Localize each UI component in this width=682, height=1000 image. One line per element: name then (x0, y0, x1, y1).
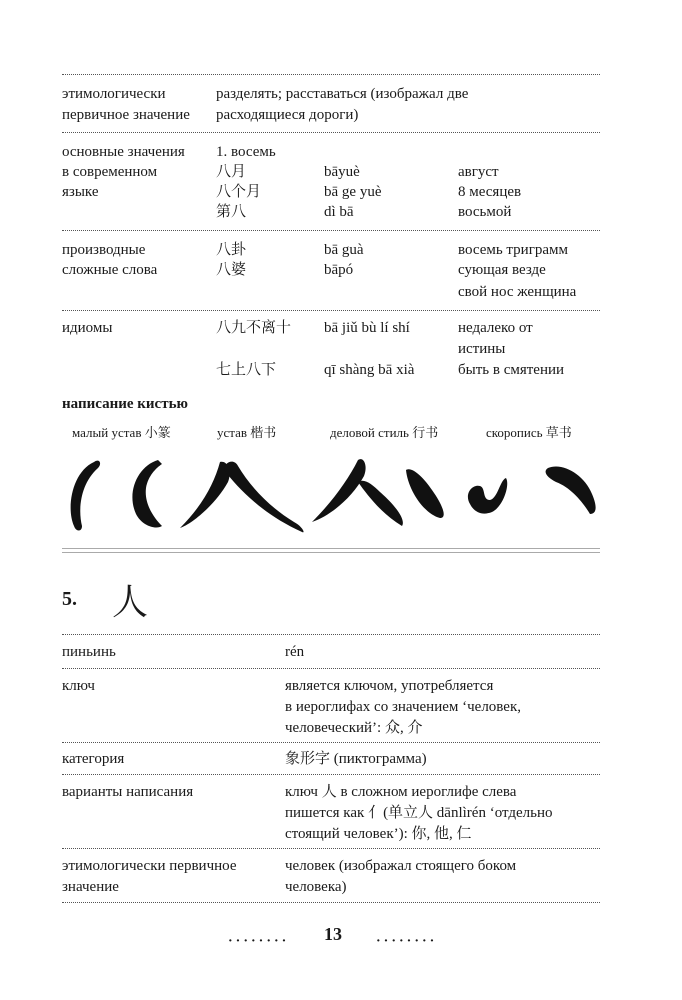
row-value: расходящиеся дороги) (216, 107, 359, 123)
hanzi: 八月 (216, 164, 247, 180)
hanzi: 八个月 (216, 184, 262, 200)
section-character: 人 (112, 582, 149, 623)
row-label: пиньинь (62, 644, 116, 660)
brush-title: написание кистью (62, 396, 188, 412)
translation: свой нос женщина (458, 284, 577, 300)
style-caption: устав 楷书 (217, 425, 277, 440)
style-caption: малый устав 小篆 (72, 425, 171, 440)
divider (62, 132, 600, 133)
row-label: ключ (62, 678, 95, 694)
pinyin: bāyuè (324, 164, 360, 180)
row-label: языке (62, 184, 99, 200)
pinyin: dì bā (324, 204, 354, 220)
row-value: пишется как 亻(单立人 dānlìrén ‘отдельно (285, 805, 553, 821)
row-label: производные (62, 242, 146, 258)
hanzi: 第八 (216, 204, 247, 220)
row-value: стоящий человек’): 你, 他, 仁 (285, 826, 472, 842)
divider (62, 230, 600, 231)
divider (62, 742, 600, 743)
footer-dots-right: ········ (376, 934, 438, 949)
row-label: идиомы (62, 320, 113, 336)
row-label: основные значения (62, 144, 185, 160)
regular-right-stroke (224, 462, 304, 533)
row-label: значение (62, 879, 119, 895)
divider (62, 634, 600, 635)
footer-dots-left: ········ (228, 934, 290, 949)
style-caption: скоропись 草书 (486, 425, 572, 440)
row-label: категория (62, 751, 125, 767)
divider (62, 774, 600, 775)
style-caption: деловой стиль 行书 (330, 425, 439, 440)
translation: 8 месяцев (458, 184, 522, 200)
pinyin: bāpó (324, 262, 354, 278)
row-value: в иероглифах со значением ‘человек, (285, 699, 521, 715)
divider (62, 848, 600, 849)
meaning-heading: 1. восемь (216, 144, 276, 160)
divider (62, 74, 600, 75)
divider (62, 902, 600, 903)
row-value: rén (285, 644, 305, 660)
pinyin: bā jiǔ bù lí shí (324, 320, 410, 336)
cursive-stroke-2 (468, 478, 507, 514)
row-value: 象形字 (пиктограмма) (285, 751, 427, 767)
translation: восьмой (458, 204, 512, 220)
regular-left-stroke (180, 462, 230, 528)
pinyin: bā ge yuè (324, 184, 382, 200)
translation: август (458, 164, 499, 180)
seal-stroke-right (132, 460, 162, 528)
row-label: этимологически первичное (62, 858, 237, 874)
row-label: варианты написания (62, 784, 194, 800)
translation: недалеко от (458, 320, 533, 336)
row-value: разделять; расставаться (изображал две (216, 86, 469, 102)
row-value: человеческий’: 众, 介 (285, 720, 423, 736)
translation: восемь триграмм (458, 242, 568, 258)
hanzi: 八卦 (216, 242, 247, 258)
hanzi: 八婆 (216, 262, 247, 278)
row-value: человек (изображал стоящего боком (285, 858, 517, 874)
divider (62, 310, 600, 311)
pinyin: bā guà (324, 242, 364, 258)
translation: сующая везде (458, 262, 546, 278)
seal-stroke-left (71, 461, 100, 531)
section-number: 5. (62, 588, 77, 610)
cursive-stroke-3 (546, 466, 596, 514)
section-separator (62, 548, 600, 553)
hanzi: 八九不离十 (216, 320, 292, 336)
row-value: ключ 人 в сложном иероглифе слева (285, 784, 517, 800)
running-right-stroke (358, 481, 403, 526)
brush-calligraphy-samples (62, 448, 602, 538)
translation: истины (458, 341, 506, 357)
translation: быть в смятении (458, 362, 565, 378)
pinyin: qī shàng bā xià (324, 362, 415, 378)
row-label: этимологически (62, 86, 166, 102)
page-number: 13 (324, 924, 342, 944)
hanzi: 七上八下 (216, 362, 277, 378)
row-value: является ключом, употребляется (285, 678, 494, 694)
cursive-stroke-1 (406, 469, 444, 518)
divider (62, 668, 600, 669)
running-left-stroke (312, 459, 366, 522)
row-label: первичное значение (62, 107, 190, 123)
row-label: в современном (62, 164, 158, 180)
row-label: сложные слова (62, 262, 158, 278)
row-value: человека) (285, 879, 347, 895)
